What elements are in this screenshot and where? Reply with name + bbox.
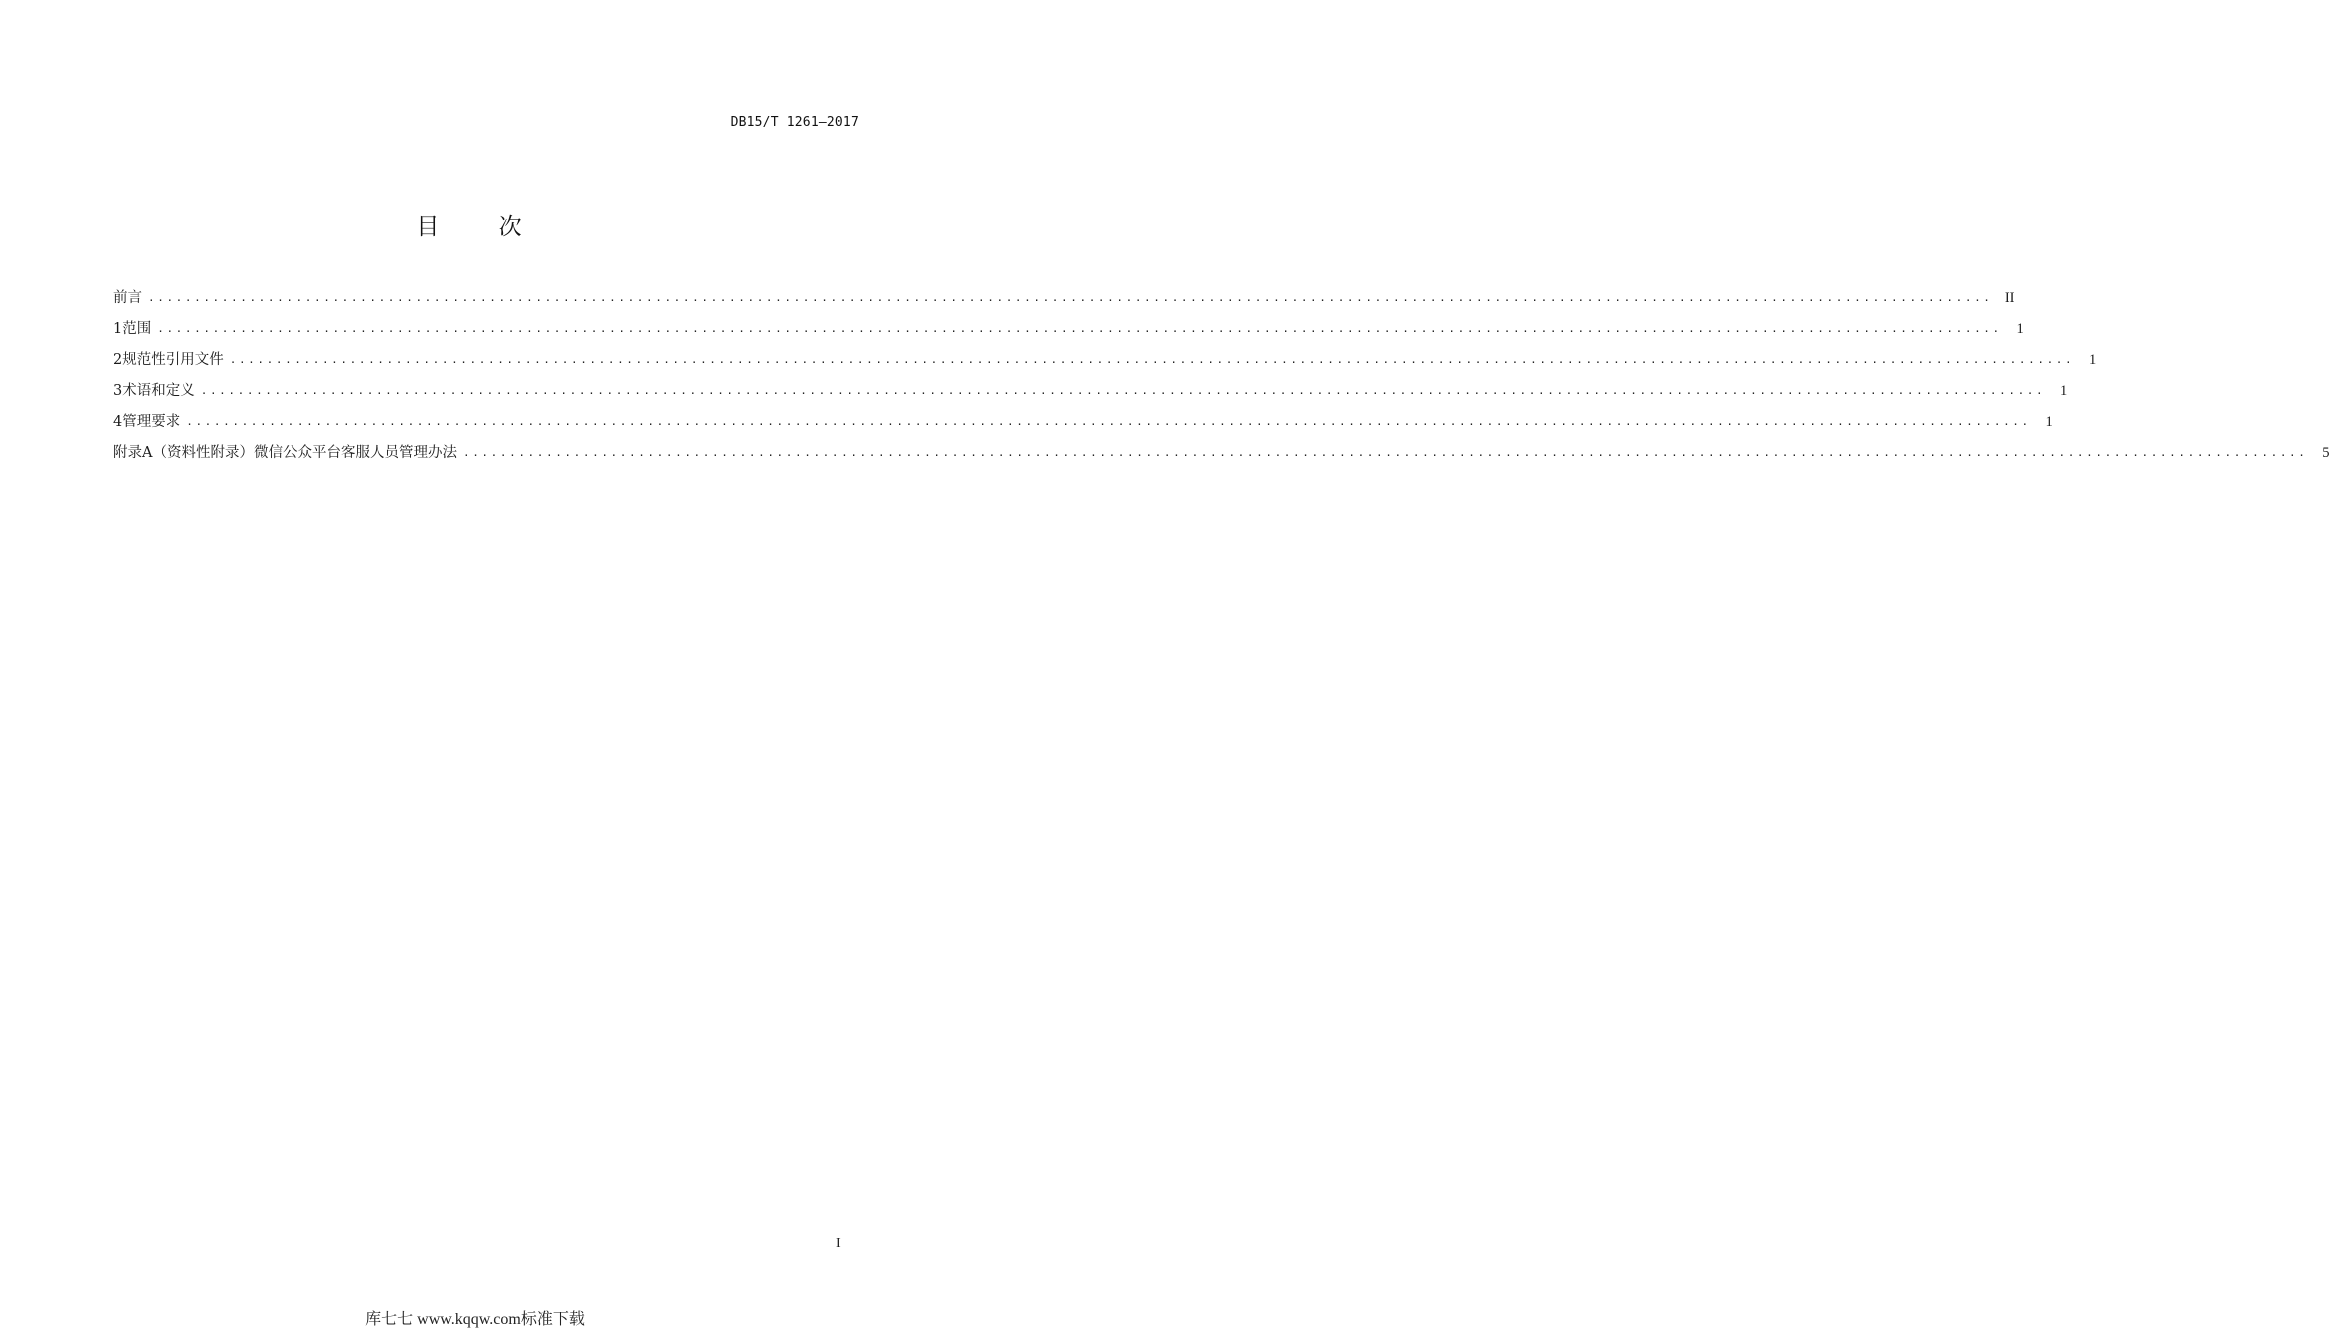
toc-leader-dots: ........................................................................................................................................................................................................ bbox=[229, 353, 2075, 366]
toc-entry-page: 5 bbox=[2322, 445, 2330, 461]
toc-entry-page: 1 bbox=[2060, 383, 2068, 399]
toc-leader-dots: ........................................................................................................................................................................................................ bbox=[200, 384, 2046, 397]
toc-entry-page: 1 bbox=[2045, 414, 2053, 430]
toc-leader-dots: ........................................................................................................................................................................................................ bbox=[157, 322, 2002, 335]
toc-entry-scope[interactable] bbox=[113, 319, 2024, 350]
toc-entry-number: 1 bbox=[113, 321, 123, 337]
toc-entry-page: 1 bbox=[2016, 321, 2024, 337]
toc-leader-dots: ........................................................................................................................................................................................................ bbox=[462, 446, 2308, 459]
toc-entry-foreword[interactable] bbox=[113, 288, 2015, 319]
toc-leader-dots: ........................................................................................................................................................................................................ bbox=[148, 291, 1993, 304]
toc-entry-label: 前言 bbox=[113, 290, 142, 306]
page-number: I bbox=[836, 1236, 841, 1251]
document-code: DB15/T 1261—2017 bbox=[730, 115, 859, 130]
toc-entry-number: 3 bbox=[113, 383, 123, 399]
toc-entry-label: 附录A（资料性附录） bbox=[113, 445, 254, 461]
toc-entry-normative-references[interactable] bbox=[113, 350, 2097, 381]
toc-entry-page: 1 bbox=[2089, 352, 2097, 368]
toc-entry-label: 术语和定义 bbox=[122, 383, 195, 399]
toc-leader-dots: ........................................................................................................................................................................................................ bbox=[186, 415, 2031, 428]
toc-title: 目 次 bbox=[416, 214, 548, 240]
toc-entry-page: II bbox=[2004, 290, 2015, 306]
table-of-contents bbox=[113, 288, 2330, 474]
toc-entry-sublabel: 微信公众平台客服人员管理办法 bbox=[253, 445, 457, 461]
toc-entry-management-requirements[interactable] bbox=[113, 412, 2053, 443]
toc-entry-label: 范围 bbox=[122, 321, 152, 337]
toc-entry-number: 2 bbox=[113, 352, 123, 368]
toc-entry-label: 规范性引用文件 bbox=[122, 352, 224, 368]
toc-entry-number: 4 bbox=[113, 414, 123, 430]
footer-watermark: 库七七 www.kqqw.com标准下载 bbox=[365, 1311, 585, 1328]
toc-entry-terms-definitions[interactable] bbox=[113, 381, 2068, 412]
toc-entry-label: 管理要求 bbox=[122, 414, 181, 430]
toc-entry-appendix-a[interactable] bbox=[113, 443, 2330, 474]
